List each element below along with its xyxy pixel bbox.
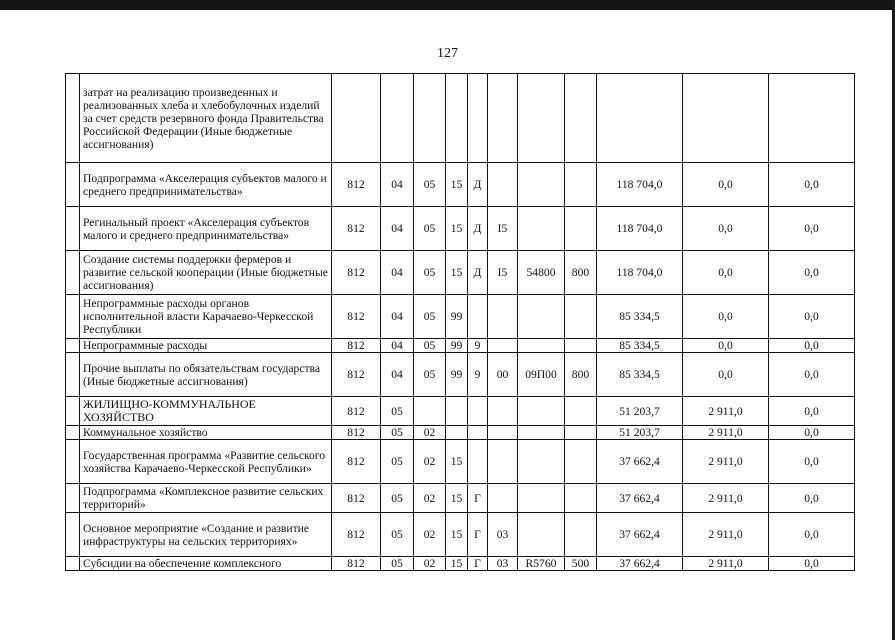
- project-code: 03: [488, 557, 518, 571]
- amount-2022: 37 662,4: [597, 557, 683, 571]
- budget-table: [65, 73, 855, 571]
- blank-cell: [66, 484, 80, 513]
- table-row: [66, 397, 855, 426]
- table-row: [66, 163, 855, 207]
- amount-2024: 0,0: [769, 426, 855, 440]
- amount-2022: 85 334,5: [597, 295, 683, 339]
- program-code: 99: [446, 295, 468, 339]
- amount-2024: 0,0: [769, 397, 855, 426]
- blank-cell: [66, 74, 80, 163]
- program-code: [446, 74, 468, 163]
- ministry-code: 812: [332, 557, 381, 571]
- expense-type-code: [565, 397, 597, 426]
- ministry-code: 812: [332, 251, 381, 295]
- row-name: Основное мероприятие «Создание и развитие инфраструктуры на сельских территориях»: [80, 513, 332, 557]
- section-code: 04: [381, 295, 414, 339]
- project-code: [488, 74, 518, 163]
- section-code: 05: [381, 440, 414, 484]
- subsection-code: 05: [414, 295, 446, 339]
- subsection-code: 05: [414, 353, 446, 397]
- table-row: [66, 74, 855, 163]
- blank-cell: [66, 353, 80, 397]
- amount-2024: 0,0: [769, 484, 855, 513]
- section-code: 05: [381, 513, 414, 557]
- row-name: Подпрограмма «Комплексное развитие сельских территорий»: [80, 484, 332, 513]
- section-code: 04: [381, 339, 414, 353]
- subprogram-code: Г: [468, 513, 488, 557]
- expense-type-code: [565, 339, 597, 353]
- amount-2023: 2 911,0: [683, 484, 769, 513]
- program-code: [446, 426, 468, 440]
- blank-cell: [66, 440, 80, 484]
- subsection-code: 05: [414, 251, 446, 295]
- table-row: [66, 557, 855, 571]
- table-row: [66, 426, 855, 440]
- blank-cell: [66, 397, 80, 426]
- ministry-code: 812: [332, 207, 381, 251]
- project-code: I5: [488, 251, 518, 295]
- blank-cell: [66, 426, 80, 440]
- project-code: [488, 163, 518, 207]
- expense-type-code: 800: [565, 353, 597, 397]
- direction-code: [518, 295, 565, 339]
- program-code: 15: [446, 557, 468, 571]
- amount-2023: 2 911,0: [683, 440, 769, 484]
- ministry-code: 812: [332, 426, 381, 440]
- expense-type-code: [565, 207, 597, 251]
- amount-2024: [769, 74, 855, 163]
- section-code: 04: [381, 251, 414, 295]
- amount-2022: 37 662,4: [597, 484, 683, 513]
- amount-2023: 2 911,0: [683, 426, 769, 440]
- amount-2024: 0,0: [769, 207, 855, 251]
- table-row: [66, 295, 855, 339]
- project-code: [488, 440, 518, 484]
- row-name: Прочие выплаты по обязательствам государства (Иные бюджетные ассигнования): [80, 353, 332, 397]
- blank-cell: [66, 295, 80, 339]
- expense-type-code: [565, 295, 597, 339]
- amount-2023: 2 911,0: [683, 557, 769, 571]
- ministry-code: 812: [332, 163, 381, 207]
- subprogram-code: Г: [468, 557, 488, 571]
- table-row: [66, 251, 855, 295]
- section-code: 04: [381, 353, 414, 397]
- program-code: 99: [446, 339, 468, 353]
- amount-2022: 37 662,4: [597, 440, 683, 484]
- project-code: [488, 484, 518, 513]
- expense-type-code: 800: [565, 251, 597, 295]
- direction-code: [518, 513, 565, 557]
- amount-2022: 118 704,0: [597, 251, 683, 295]
- row-name: Коммунальное хозяйство: [80, 426, 332, 440]
- table-row: [66, 513, 855, 557]
- amount-2024: 0,0: [769, 163, 855, 207]
- direction-code: [518, 339, 565, 353]
- program-code: 15: [446, 251, 468, 295]
- project-code: I5: [488, 207, 518, 251]
- project-code: [488, 295, 518, 339]
- table-row: [66, 353, 855, 397]
- section-code: [381, 74, 414, 163]
- row-name: затрат на реализацию произведенных и реализованных хлеба и хлебобулочных изделий за счет средств резервного фонда Правительства Российской Федерации (Иные бюджетные ассигнования): [80, 74, 332, 163]
- amount-2023: 0,0: [683, 339, 769, 353]
- program-code: 15: [446, 440, 468, 484]
- expense-type-code: [565, 163, 597, 207]
- subprogram-code: [468, 74, 488, 163]
- amount-2024: 0,0: [769, 295, 855, 339]
- subsection-code: 02: [414, 513, 446, 557]
- program-code: 15: [446, 163, 468, 207]
- blank-cell: [66, 339, 80, 353]
- section-code: 05: [381, 557, 414, 571]
- subsection-code: [414, 397, 446, 426]
- direction-code: [518, 74, 565, 163]
- subsection-code: 02: [414, 484, 446, 513]
- expense-type-code: [565, 513, 597, 557]
- subsection-code: 05: [414, 339, 446, 353]
- direction-code: [518, 484, 565, 513]
- expense-type-code: [565, 440, 597, 484]
- amount-2022: 118 704,0: [597, 207, 683, 251]
- direction-code: R5760: [518, 557, 565, 571]
- row-name: Государственная программа «Развитие сельского хозяйства Карачаево-Черкесской Республики»: [80, 440, 332, 484]
- amount-2024: 0,0: [769, 251, 855, 295]
- subprogram-code: Д: [468, 163, 488, 207]
- blank-cell: [66, 163, 80, 207]
- row-name: Субсидии на обеспечение комплексного: [80, 557, 332, 571]
- amount-2023: 2 911,0: [683, 513, 769, 557]
- section-code: 05: [381, 397, 414, 426]
- blank-cell: [66, 513, 80, 557]
- table-row: [66, 339, 855, 353]
- amount-2024: 0,0: [769, 557, 855, 571]
- program-code: 15: [446, 207, 468, 251]
- project-code: 03: [488, 513, 518, 557]
- expense-type-code: [565, 74, 597, 163]
- amount-2023: 0,0: [683, 353, 769, 397]
- program-code: 15: [446, 513, 468, 557]
- direction-code: [518, 207, 565, 251]
- blank-cell: [66, 557, 80, 571]
- section-code: 05: [381, 426, 414, 440]
- expense-type-code: [565, 484, 597, 513]
- project-code: [488, 426, 518, 440]
- subsection-code: 05: [414, 163, 446, 207]
- row-name: Подпрограмма «Акселерация субъектов малого и среднего предпринимательства»: [80, 163, 332, 207]
- amount-2024: 0,0: [769, 353, 855, 397]
- blank-cell: [66, 207, 80, 251]
- program-code: 15: [446, 484, 468, 513]
- row-name: Непрограммные расходы: [80, 339, 332, 353]
- subsection-code: 02: [414, 557, 446, 571]
- ministry-code: 812: [332, 353, 381, 397]
- direction-code: 09П00: [518, 353, 565, 397]
- direction-code: [518, 426, 565, 440]
- row-name: ЖИЛИЩНО-КОММУНАЛЬНОЕ ХОЗЯЙСТВО: [80, 397, 332, 426]
- row-name: Создание системы поддержки фермеров и развитие сельской кооперации (Иные бюджетные ассигнования): [80, 251, 332, 295]
- scan-top-border: [0, 0, 895, 10]
- subsection-code: 02: [414, 426, 446, 440]
- amount-2024: 0,0: [769, 513, 855, 557]
- subsection-code: [414, 74, 446, 163]
- blank-cell: [66, 251, 80, 295]
- subprogram-code: [468, 295, 488, 339]
- amount-2022: [597, 74, 683, 163]
- amount-2023: 0,0: [683, 163, 769, 207]
- expense-type-code: [565, 426, 597, 440]
- amount-2022: 85 334,5: [597, 339, 683, 353]
- amount-2023: [683, 74, 769, 163]
- subprogram-code: Д: [468, 207, 488, 251]
- amount-2024: 0,0: [769, 440, 855, 484]
- subprogram-code: Г: [468, 484, 488, 513]
- subsection-code: 05: [414, 207, 446, 251]
- subprogram-code: 9: [468, 353, 488, 397]
- project-code: [488, 339, 518, 353]
- amount-2023: 0,0: [683, 295, 769, 339]
- table-row: [66, 440, 855, 484]
- ministry-code: 812: [332, 397, 381, 426]
- row-name: Непрограммные расходы органов исполнительной власти Карачаево-Черкесской Республики: [80, 295, 332, 339]
- amount-2022: 118 704,0: [597, 163, 683, 207]
- table-row: [66, 207, 855, 251]
- subsection-code: 02: [414, 440, 446, 484]
- direction-code: [518, 397, 565, 426]
- amount-2023: 0,0: [683, 207, 769, 251]
- subprogram-code: [468, 426, 488, 440]
- section-code: 05: [381, 484, 414, 513]
- subprogram-code: Д: [468, 251, 488, 295]
- ministry-code: 812: [332, 295, 381, 339]
- section-code: 04: [381, 163, 414, 207]
- amount-2023: 0,0: [683, 251, 769, 295]
- program-code: [446, 397, 468, 426]
- table-row: [66, 484, 855, 513]
- ministry-code: 812: [332, 484, 381, 513]
- ministry-code: 812: [332, 513, 381, 557]
- section-code: 04: [381, 207, 414, 251]
- amount-2022: 51 203,7: [597, 397, 683, 426]
- direction-code: [518, 440, 565, 484]
- amount-2024: 0,0: [769, 339, 855, 353]
- amount-2022: 51 203,7: [597, 426, 683, 440]
- row-name: Регинальный проект «Акселерация субъектов малого и среднего предпринимательства»: [80, 207, 332, 251]
- subprogram-code: [468, 397, 488, 426]
- direction-code: [518, 163, 565, 207]
- subprogram-code: 9: [468, 339, 488, 353]
- project-code: 00: [488, 353, 518, 397]
- amount-2022: 85 334,5: [597, 353, 683, 397]
- ministry-code: 812: [332, 440, 381, 484]
- amount-2022: 37 662,4: [597, 513, 683, 557]
- direction-code: 54800: [518, 251, 565, 295]
- ministry-code: 812: [332, 339, 381, 353]
- page-number: 127: [437, 46, 458, 61]
- expense-type-code: 500: [565, 557, 597, 571]
- program-code: 99: [446, 353, 468, 397]
- amount-2023: 2 911,0: [683, 397, 769, 426]
- subprogram-code: [468, 440, 488, 484]
- project-code: [488, 397, 518, 426]
- ministry-code: [332, 74, 381, 163]
